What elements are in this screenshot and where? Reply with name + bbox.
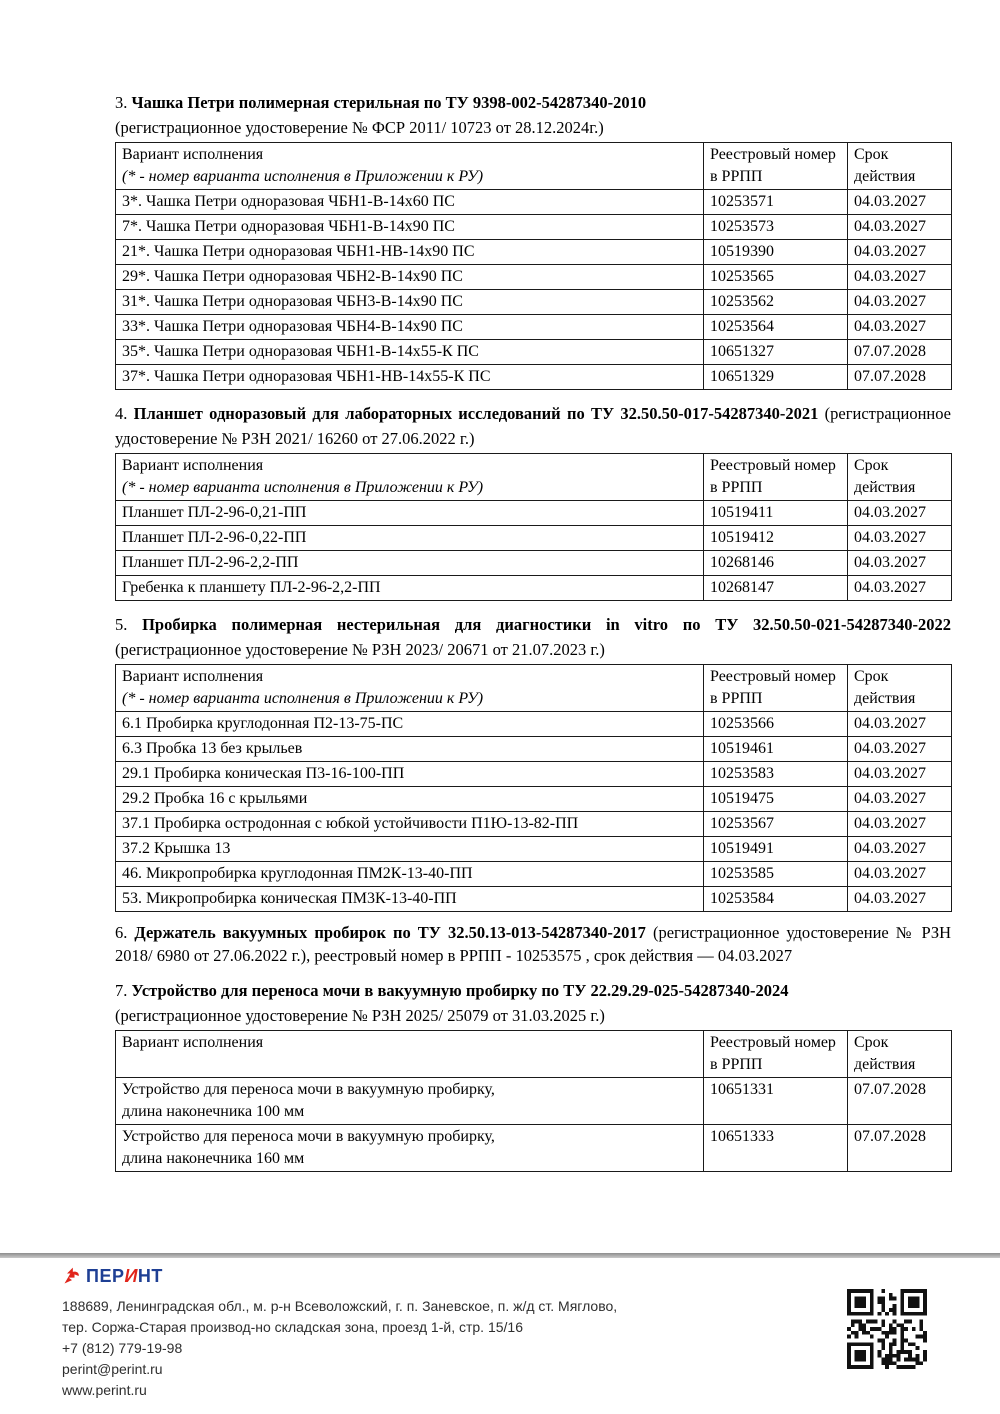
table-cell: 04.03.2027 (848, 551, 952, 576)
table-cell: 10519475 (704, 787, 848, 812)
table-cell: 10253573 (704, 215, 848, 240)
table-cell: 10519390 (704, 240, 848, 265)
registration-note: (регистрационное удостоверение № ФСР 2011/ 10723 от 28.12.2024г.) (115, 118, 604, 137)
table-cell: 10253584 (704, 887, 848, 912)
table-cell: 10651329 (704, 365, 848, 390)
table-row (116, 712, 952, 737)
table-cell: 10268146 (704, 551, 848, 576)
table-row (116, 190, 952, 215)
registration-note: (регистрационное удостоверение № РЗН 2023/ 20671 от 21.07.2023 г.) (115, 640, 605, 659)
table-row (116, 265, 952, 290)
table-cell: 10519412 (704, 526, 848, 551)
table-cell: 10253583 (704, 762, 848, 787)
table-cell: 04.03.2027 (848, 315, 952, 340)
column-header-registry-number: Реестровый номер в РРПП (704, 1031, 848, 1078)
registration-note: (регистрационное удостоверение № РЗН 2018/ 6980 от 27.06.2022 г.), реестровый номер в РРПП - 10253575 , срок действия — 04.03.2027 (115, 923, 952, 965)
table-header-row (116, 454, 952, 501)
table-header-row (116, 143, 952, 190)
table-cell: 07.07.2028 (848, 1125, 952, 1172)
table-cell: 10253565 (704, 265, 848, 290)
table-cell: Планшет ПЛ-2-96-2,2-ПП (116, 551, 704, 576)
section-number: 3. (115, 93, 132, 112)
column-header-variant-label: Вариант исполнения (122, 668, 264, 685)
logo-text-part3: НТ (137, 1265, 163, 1286)
table-cell: Планшет ПЛ-2-96-0,21-ПП (116, 501, 704, 526)
phone-number: +7 (812) 779-19-98 (62, 1340, 183, 1356)
table-cell: 04.03.2027 (848, 812, 952, 837)
table-cell: 10253564 (704, 315, 848, 340)
table-cell: 31*. Чашка Петри одноразовая ЧБН3-В-14х90 ПС (116, 290, 704, 315)
column-header-validity: Срок действия (848, 1031, 952, 1078)
table-cell: 10253562 (704, 290, 848, 315)
table-cell: 07.07.2028 (848, 1078, 952, 1125)
table-cell: 04.03.2027 (848, 215, 952, 240)
column-header-variant (116, 454, 704, 501)
section-7-heading (115, 978, 951, 1028)
logo-text-part2: И (124, 1265, 138, 1286)
table-row (116, 787, 952, 812)
table-row (116, 862, 952, 887)
table-cell: 10651331 (704, 1078, 848, 1125)
table-cell: Гребенка к планшету ПЛ-2-96-2,2-ПП (116, 576, 704, 601)
table-row (116, 290, 952, 315)
table-header-row (116, 1031, 952, 1078)
table-cell: 3*. Чашка Петри одноразовая ЧБН1-В-14х60 ПС (116, 190, 704, 215)
table-cell: 29.2 Пробка 16 с крыльями (116, 787, 704, 812)
registration-note: (регистрационное удостоверение № РЗН 2021/ 16260 от 27.06.2022 г.) (115, 404, 951, 448)
table-cell: 04.03.2027 (848, 190, 952, 215)
test-tube-table (115, 664, 952, 912)
table-cell: 10268147 (704, 576, 848, 601)
table-cell: 29.1 Пробирка коническая П3-16-100-ПП (116, 762, 704, 787)
column-header-variant-label: Вариант исполнения (122, 146, 264, 163)
table-cell: 10651333 (704, 1125, 848, 1172)
section-5-heading (115, 612, 951, 662)
section-3-heading (115, 90, 951, 140)
column-header-variant-label: Вариант исполнения (122, 457, 264, 474)
registration-note: (регистрационное удостоверение № РЗН 2025/ 25079 от 31.03.2025 г.) (115, 1006, 605, 1025)
table-cell: 10253566 (704, 712, 848, 737)
perint-logo (62, 1264, 842, 1288)
table-cell: Устройство для переноса мочи в вакуумную пробирку, длина наконечника 100 мм (116, 1078, 704, 1125)
table-cell: 04.03.2027 (848, 526, 952, 551)
table-header-row (116, 665, 952, 712)
table-cell: 07.07.2028 (848, 365, 952, 390)
table-cell: 10253567 (704, 812, 848, 837)
table-cell: Устройство для переноса мочи в вакуумную пробирку, длина наконечника 160 мм (116, 1125, 704, 1172)
table-row (116, 340, 952, 365)
table-cell: 04.03.2027 (848, 290, 952, 315)
column-header-registry-number: Реестровый номер в РРПП (704, 454, 848, 501)
qr-code (847, 1289, 927, 1369)
column-header-variant-note: (* - номер варианта исполнения в Приложении к РУ) (122, 479, 484, 496)
table-row (116, 501, 952, 526)
table-cell: 37.1 Пробирка остродонная с юбкой устойчивости П1Ю-13-82-ПП (116, 812, 704, 837)
plate-table (115, 453, 952, 601)
section-title: Пробирка полимерная нестерильная для диагностики in vitro по ТУ 32.50.50-021-54287340-2022 (142, 615, 951, 634)
footer-divider (0, 1253, 1000, 1258)
contact-block (62, 1296, 842, 1401)
table-cell: 46. Микропробирка круглодонная ПМ2К-13-40-ПП (116, 862, 704, 887)
table-cell: 10519461 (704, 737, 848, 762)
table-row (116, 837, 952, 862)
table-cell: 10253585 (704, 862, 848, 887)
table-row (116, 215, 952, 240)
table-cell: 04.03.2027 (848, 265, 952, 290)
table-cell: 53. Микропробирка коническая ПМ3К-13-40-ПП (116, 887, 704, 912)
table-cell: 04.03.2027 (848, 787, 952, 812)
table-cell: 04.03.2027 (848, 576, 952, 601)
table-cell: Планшет ПЛ-2-96-0,22-ПП (116, 526, 704, 551)
section-number: 7. (115, 981, 132, 1000)
table-cell: 04.03.2027 (848, 712, 952, 737)
table-row (116, 887, 952, 912)
table-cell: 7*. Чашка Петри одноразовая ЧБН1-В-14х90 ПС (116, 215, 704, 240)
table-cell: 33*. Чашка Петри одноразовая ЧБН4-В-14х90 ПС (116, 315, 704, 340)
website-url: www.perint.ru (62, 1382, 147, 1398)
table-row (116, 812, 952, 837)
table-cell: 10519411 (704, 501, 848, 526)
table-row (116, 315, 952, 340)
table-cell: 04.03.2027 (848, 887, 952, 912)
table-row (116, 240, 952, 265)
email-address: perint@perint.ru (62, 1361, 163, 1377)
section-title: Чашка Петри полимерная стерильная по ТУ 9398-002-54287340-2010 (131, 93, 647, 112)
column-header-variant-note: (* - номер варианта исполнения в Приложении к РУ) (122, 690, 484, 707)
perint-logo-text (86, 1266, 163, 1287)
section-title: Устройство для переноса мочи в вакуумную пробирку по ТУ 22.29.29-025-54287340-2024 (131, 981, 789, 1000)
section-number: 5. (115, 615, 143, 634)
table-cell: 04.03.2027 (848, 240, 952, 265)
logo-text-part1: ПЕР (86, 1265, 125, 1286)
address-line-1: 188689, Ленинградская обл., м. р-н Всеволожский, г. п. Заневское, п. ж/д ст. Мяглово, (62, 1298, 618, 1314)
column-header-registry-number: Реестровый номер в РРПП (704, 665, 848, 712)
table-cell: 37.2 Крышка 13 (116, 837, 704, 862)
table-row (116, 365, 952, 390)
column-header-validity: Срок действия (848, 665, 952, 712)
table-cell: 10253571 (704, 190, 848, 215)
table-cell: 07.07.2028 (848, 340, 952, 365)
section-title: Держатель вакуумных пробирок по ТУ 32.50.13-013-54287340-2017 (134, 923, 646, 942)
section-6-paragraph (115, 921, 951, 967)
column-header-variant-note: (* - номер варианта исполнения в Приложении к РУ) (122, 168, 484, 185)
table-cell: 21*. Чашка Петри одноразовая ЧБН1-НВ-14х90 ПС (116, 240, 704, 265)
column-header-validity: Срок действия (848, 454, 952, 501)
table-cell: 04.03.2027 (848, 837, 952, 862)
table-row (116, 551, 952, 576)
section-number: 4. (115, 404, 134, 423)
column-header-registry-number: Реестровый номер в РРПП (704, 143, 848, 190)
column-header-validity: Срок действия (848, 143, 952, 190)
table-row (116, 762, 952, 787)
column-header-variant-label: Вариант исполнения (122, 1034, 264, 1051)
table-row (116, 1078, 952, 1125)
table-cell: 29*. Чашка Петри одноразовая ЧБН2-В-14х90 ПС (116, 265, 704, 290)
table-cell: 04.03.2027 (848, 737, 952, 762)
table-cell: 04.03.2027 (848, 862, 952, 887)
perint-logo-icon (62, 1266, 82, 1286)
section-title: Планшет одноразовый для лабораторных исследований по ТУ 32.50.50-017-54287340-2021 (133, 404, 819, 423)
table-cell: 37*. Чашка Петри одноразовая ЧБН1-НВ-14х55-К ПС (116, 365, 704, 390)
footer (62, 1264, 842, 1401)
table-row (116, 526, 952, 551)
column-header-variant (116, 1031, 704, 1078)
table-cell: 10519491 (704, 837, 848, 862)
urine-transfer-device-table (115, 1030, 952, 1172)
table-cell: 6.1 Пробирка круглодонная П2-13-75-ПС (116, 712, 704, 737)
table-row (116, 576, 952, 601)
petri-dish-table (115, 142, 952, 390)
table-cell: 35*. Чашка Петри одноразовая ЧБН1-В-14х55-К ПС (116, 340, 704, 365)
column-header-variant (116, 143, 704, 190)
table-row (116, 1125, 952, 1172)
section-4-heading (115, 401, 951, 451)
table-cell: 10651327 (704, 340, 848, 365)
table-cell: 6.3 Пробка 13 без крыльев (116, 737, 704, 762)
document-content (115, 90, 951, 1172)
column-header-variant (116, 665, 704, 712)
section-number: 6. (115, 923, 135, 942)
table-cell: 04.03.2027 (848, 762, 952, 787)
table-cell: 04.03.2027 (848, 501, 952, 526)
address-line-2: тер. Соржа-Старая производ-но складская зона, проезд 1-й, стр. 15/16 (62, 1319, 523, 1335)
table-row (116, 737, 952, 762)
